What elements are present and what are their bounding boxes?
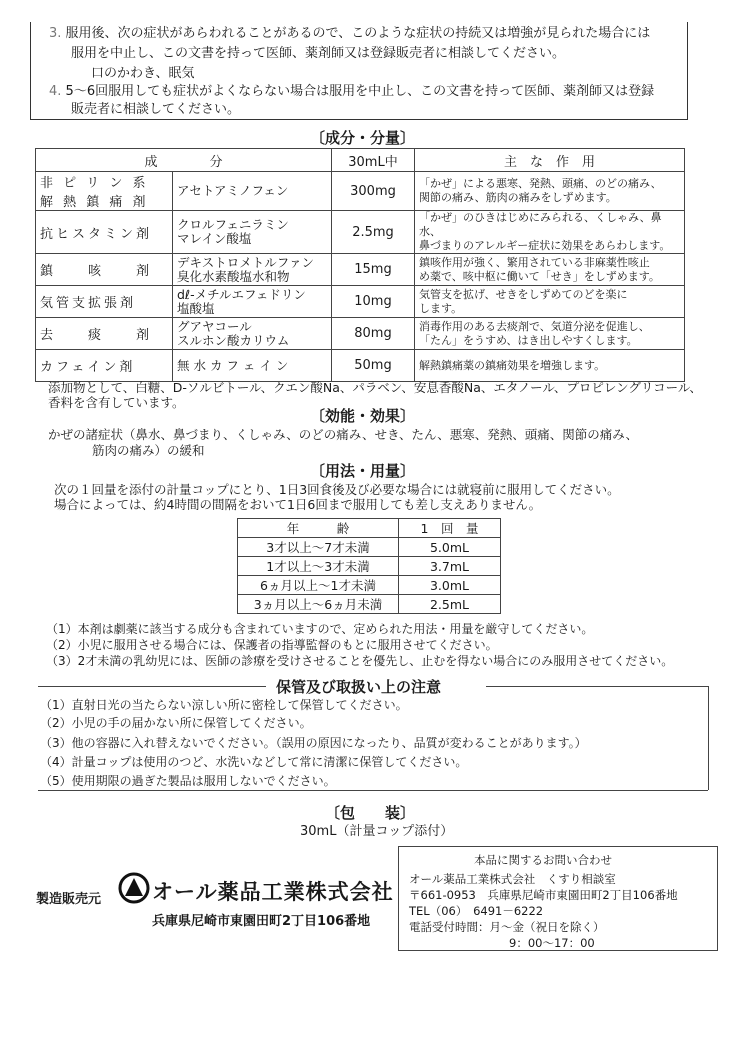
ingredient-name-cell — [173, 286, 332, 318]
amount-cell: 80mg — [332, 318, 415, 350]
ingredient-name: デキストロメトルファン — [177, 254, 315, 270]
ingredient-name: グアヤコール — [177, 318, 252, 334]
table-row — [238, 595, 501, 614]
category-text: 非 ピ リ ン 系 — [40, 176, 149, 191]
ingredients-table — [35, 148, 685, 382]
action-text: め薬で、咳中枢に働いて「せき」をしずめます。 — [419, 269, 660, 283]
table-row — [36, 254, 685, 286]
precaution-item-4 — [49, 84, 654, 100]
action-cell — [415, 318, 685, 350]
age-cell: 3ヵ月以上～6ヵ月未満 — [238, 595, 399, 614]
action-text: 鼻づまりのアレルギー症状に効果をあらわします。 — [419, 239, 671, 252]
amount-cell: 15mg — [332, 254, 415, 286]
divider — [708, 686, 709, 790]
category-cell — [36, 318, 173, 350]
dosage-table — [237, 518, 501, 614]
header-amount: 30mL中 — [332, 149, 415, 172]
age-cell: 6ヵ月以上～1才未満 — [238, 576, 399, 595]
header-component: 成 分 — [36, 149, 332, 172]
category-text: 去 痰 剤 — [40, 328, 153, 343]
maker-label: 製造販売元 — [36, 892, 102, 907]
category-cell — [36, 211, 173, 254]
contact-address: 〒661-0953 兵庫県尼崎市東園田町2丁目106番地 — [409, 888, 678, 902]
divider — [38, 790, 708, 791]
action-text: 関節の痛み、筋肉の痛みをしずめます。 — [419, 191, 617, 204]
table-row — [36, 172, 685, 211]
category-text: カフェイン剤 — [40, 360, 136, 375]
usage-title: 〔用法・用量〕 — [310, 462, 416, 480]
ingredients-table-body — [36, 172, 685, 382]
ingredient-name: 臭化水素酸塩水和物 — [177, 268, 290, 284]
usage-text: 次の１回量を添付の計量コップにとり、1日3回食後及び必要な場合には就寝前に服用してください。 — [54, 482, 620, 497]
ingredient-name: dℓ-メチルエフェドリン — [177, 286, 306, 302]
action-text: 消毒作用のある去痰剤で、気道分泌を促進し、 — [419, 319, 650, 333]
action-text: 解熱鎮痛薬の鎮痛効果を増強します。 — [419, 358, 606, 372]
precaution-item-3 — [49, 26, 650, 42]
category-cell — [36, 172, 173, 211]
ingredient-name-cell — [173, 172, 332, 211]
category-text: 抗ヒスタミン剤 — [40, 226, 153, 242]
age-cell: 1才以上～3才未満 — [238, 557, 399, 576]
effects-title: 〔効能・効果〕 — [310, 407, 416, 425]
action-text: 気管支を拡げ、せきをしずめてのどを楽に — [419, 287, 628, 301]
additives-text: 添加物として、白糖、D-ソルビトール、クエン酸Na、パラベン、安息香酸Na、エタノール、プロピレングリコール、 — [48, 380, 702, 395]
table-header-row — [238, 519, 501, 538]
action-text: 鎮咳作用が強く、繁用されている非麻薬性咳止 — [419, 255, 650, 269]
amount-cell: 10mg — [332, 286, 415, 318]
ingredient-name: アセトアミノフェン — [177, 183, 289, 198]
amount-cell: 300mg — [332, 172, 415, 211]
action-cell — [415, 254, 685, 286]
item-number: 4. — [49, 84, 62, 99]
ingredient-name-cell — [173, 318, 332, 350]
table-row — [238, 576, 501, 595]
effects-text: かぜの諸症状（鼻水、鼻づまり、くしゃみ、のどの痛み、せき、たん、悪寒、発熱、頭痛、関節の痛み、 — [48, 427, 639, 442]
ingredients-title: 〔成分・分量〕 — [310, 129, 416, 147]
contact-hours-time: 9：00～17：00 — [509, 936, 595, 950]
header-action: 主 な 作 用 — [415, 149, 685, 172]
divider — [486, 686, 708, 687]
storage-item: （2）小児の手の届かない所に保管してください。 — [40, 716, 312, 730]
effects-text: 筋肉の痛み）の緩和 — [92, 443, 205, 458]
ingredient-name: 無 水 カ フ ェ イ ン — [177, 357, 289, 373]
usage-note: （3）2才未満の乳幼児には、医師の診療を受けさせることを優先し、止むを得ない場合にのみ服用させてください。 — [46, 654, 674, 668]
ingredient-name-cell — [173, 350, 332, 382]
table-row — [36, 286, 685, 318]
package-content: 30mL（計量コップ添付） — [300, 824, 454, 839]
category-cell — [36, 350, 173, 382]
precaution-text-line: 販売者に相談してください。 — [71, 102, 241, 117]
company-logo-icon — [118, 872, 150, 904]
action-text: 「かぜ」のひきはじめにみられる、くしゃみ、鼻水、 — [419, 211, 662, 238]
category-cell — [36, 254, 173, 286]
category-cell — [36, 286, 173, 318]
action-cell — [415, 286, 685, 318]
usage-text: 場合によっては、約4時間の間隔をおいて1日6回まで服用しても差し支えありません。 — [54, 497, 542, 512]
item-number: 3. — [49, 26, 62, 41]
storage-item: （1）直射日光の当たらない涼しい所に密栓して保管してください。 — [40, 698, 408, 712]
dose-cell: 2.5mL — [399, 595, 501, 614]
storage-item: （5）使用期限の過ぎた製品は服用しないでください。 — [40, 774, 336, 788]
contact-phone: TEL（06） 6491－6222 — [409, 904, 544, 918]
action-cell — [415, 350, 685, 382]
age-cell: 3才以上～7才未満 — [238, 538, 399, 557]
action-cell — [415, 172, 685, 211]
ingredient-name: 塩酸塩 — [177, 300, 215, 316]
table-row — [36, 211, 685, 254]
amount-cell: 50mg — [332, 350, 415, 382]
header-dose: 1 回 量 — [399, 519, 501, 538]
dosage-table-body — [238, 538, 501, 614]
ingredient-name: クロルフェニラミン — [177, 217, 289, 232]
action-text: 「たん」をうすめ、はき出しやすくします。 — [419, 333, 638, 347]
table-row — [238, 538, 501, 557]
storage-item: （3）他の容器に入れ替えないでください。（誤用の原因になったり、品質が変わることがあります。） — [40, 736, 587, 750]
precaution-text: 服用後、次の症状があらわれることがあるので、このような症状の持続又は増強が見られた場合には — [65, 26, 651, 41]
action-text: 「かぜ」による悪寒、発熱、頭痛、のどの痛み、 — [419, 177, 662, 190]
precaution-text-line: 服用を中止し、この文書を持って医師、薬剤師又は登録販売者に相談してください。 — [71, 46, 566, 61]
precautions-box — [30, 22, 688, 120]
ingredient-name-cell — [173, 211, 332, 254]
dose-cell: 5.0mL — [399, 538, 501, 557]
action-text: します。 — [419, 301, 463, 315]
storage-item: （4）計量コップは使用のつど、水洗いなどして常に清潔に保管してください。 — [40, 755, 468, 769]
table-row — [36, 350, 685, 382]
table-header-row — [36, 149, 685, 172]
amount-cell: 2.5mg — [332, 211, 415, 254]
contact-company: オール薬品工業株式会社 くすり相談室 — [409, 872, 616, 886]
package-title: 〔包 装〕 — [325, 804, 416, 822]
contact-hours: 電話受付時間：月～金（祝日を除く） — [409, 920, 605, 934]
company-name: オール薬品工業株式会社 — [152, 880, 394, 904]
category-text: 気管支拡張剤 — [40, 296, 137, 311]
contact-box — [398, 846, 718, 951]
dose-cell: 3.0mL — [399, 576, 501, 595]
dose-cell: 3.7mL — [399, 557, 501, 576]
symptoms-list: 口のかわき、眠気 — [91, 66, 195, 81]
action-cell — [415, 211, 685, 254]
ingredient-name-cell — [173, 254, 332, 286]
usage-note: （1）本剤は劇薬に該当する成分も含まれていますので、定められた用法・用量を厳守してください。 — [46, 622, 594, 636]
company-address: 兵庫県尼崎市東園田町2丁目106番地 — [152, 914, 371, 929]
contact-title: 本品に関するお問い合わせ — [474, 853, 612, 867]
divider — [38, 686, 266, 687]
precaution-text: 5～6回服用しても症状がよくならない場合は服用を中止し、この文書を持って医師、薬剤師又は登録 — [65, 84, 655, 99]
category-text: 解 熱 鎮 痛 剤 — [40, 195, 149, 210]
ingredient-name: マレイン酸塩 — [177, 231, 252, 246]
usage-note: （2）小児に服用させる場合には、保護者の指導監督のもとに服用させてください。 — [46, 638, 498, 652]
additives-text: 香料を含有しています。 — [48, 395, 185, 410]
table-row — [238, 557, 501, 576]
category-text: 鎮 咳 剤 — [40, 264, 153, 279]
table-row — [36, 318, 685, 350]
header-age: 年 齢 — [238, 519, 399, 538]
ingredient-name: スルホン酸カリウム — [177, 332, 290, 348]
storage-title: 保管及び取扱い上の注意 — [276, 678, 442, 696]
